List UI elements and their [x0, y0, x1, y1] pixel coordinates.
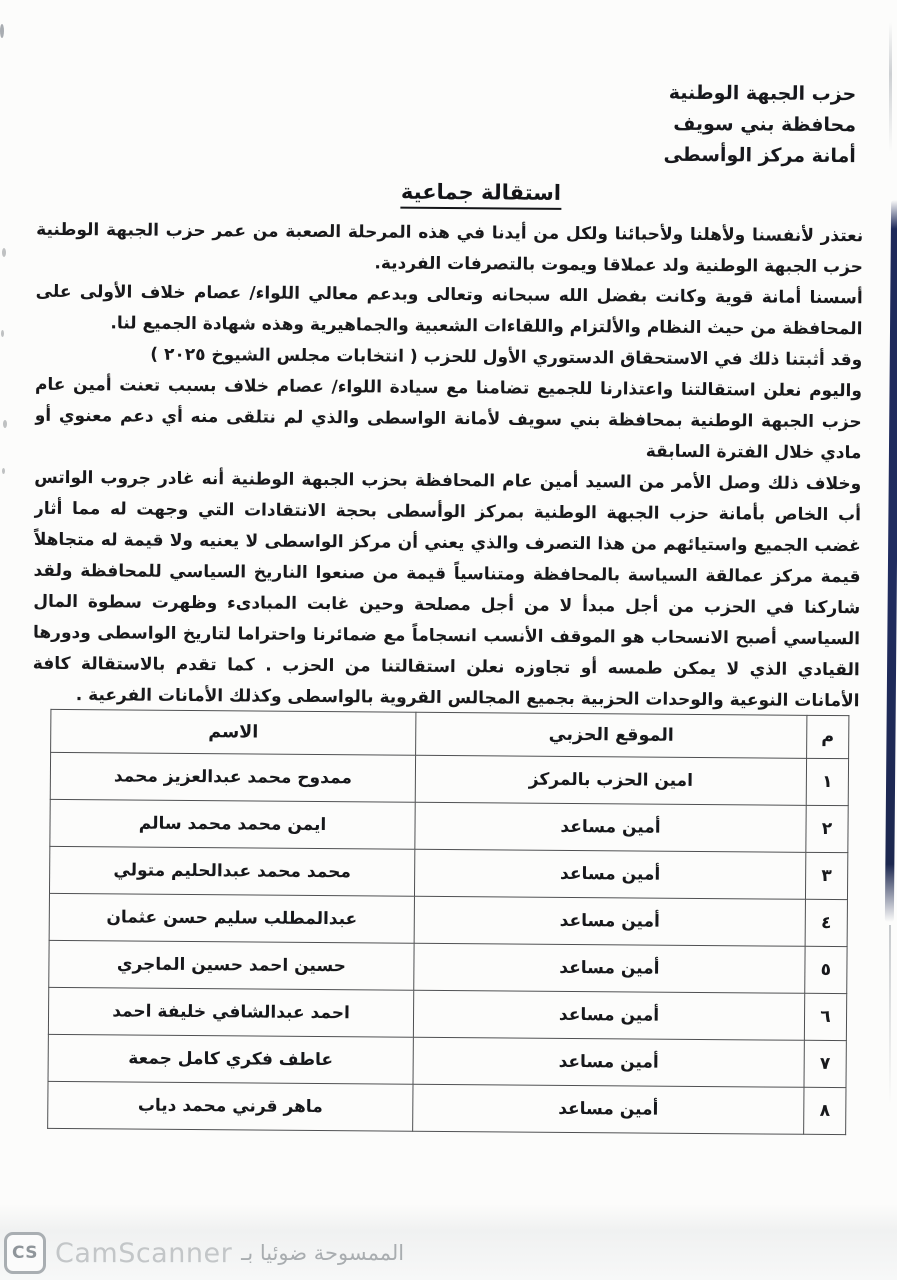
document-body [32, 215, 863, 717]
table-row [50, 752, 848, 805]
paragraph-reasons: وخلاف ذلك وصل الأمر من السيد أمين عام المحافظة بحزب الجبهة الوطنية أنه غادر جروب الواتس أب الخاص بأمانة حزب الجبهة الوطنية بمركز الوأسطى بحجة الانتقادات التي وجهت له مما أثار غضب الجميع واستيائهم من هذا التصرف والذي يعني أن مركز الواسطى لا يعنيه ولا قيمة له متجاهلاً قيمة مركز عمالقة السياسة بالمحافظة ومتناسياً قيمة من صنعوا الناريخ السياسي للمحافظة ولقد شاركنا في الحزب من أجل مبدأ لا من أجل مصلحة وحين غابت المبادىء وظهرت سطوة المال السياسي أصبح الانسحاب هو الموقف الأنسب انسجاماً مع ضمائرنا واحتراما لتاريخ الواسطى ودورها القيادي الذي لا يمكن طمسه أو تجاوزه نعلن استقالتنا من الحزب . كما تقدم بالاستقالة كافة الأمانات النوعية والوحدات الحزبية بجميع المجالس القروية بالواسطى وكذلك الأمانات الفرعية . [32, 467, 862, 712]
cell-name: حسين احمد حسين الماجري [49, 940, 414, 990]
cell-number: ٦ [804, 993, 846, 1040]
cell-number: ٥ [805, 946, 847, 993]
table-row [49, 846, 847, 899]
table-row [49, 893, 847, 946]
table-row [49, 940, 847, 993]
cell-name: عاطف فكري كامل جمعة [48, 1034, 413, 1084]
header-cell-number: م [807, 715, 849, 758]
cell-name: ماهر قرني محمد دياب [48, 1081, 413, 1131]
cell-position: أمين مساعد [414, 943, 805, 993]
table-row [48, 987, 846, 1040]
cell-position: أمين مساعد [413, 1037, 804, 1087]
scan-speck [2, 468, 5, 474]
resignation-table [47, 709, 849, 1135]
cell-name: محمد محمد عبدالحليم متولي [49, 846, 414, 896]
letterhead-governorate: محافظة بني سويف [673, 112, 857, 137]
cell-position: أمين مساعد [413, 1084, 804, 1134]
table-body [48, 752, 849, 1134]
cell-number: ٤ [805, 899, 847, 946]
scan-edge-smudge-bottom [889, 925, 891, 1105]
cell-position: أمين مساعد [413, 990, 804, 1040]
table-row [50, 799, 848, 852]
scan-speck [0, 24, 4, 38]
paragraph-elections: وقد أثبتنا ذلك في الاستحقاق الدستوري الأول للحزب ( انتخابات مجلس الشيوخ ٢٠٢٥ ) [150, 344, 863, 371]
header-cell-position: الموقع الحزبي [416, 712, 807, 758]
document-title-wrap [62, 177, 897, 213]
cell-position: امين الحزب بالمركز [415, 755, 806, 805]
paragraph-founding: أسسنا أمانة قوية وكانت بفضل الله سبحانه وتعالى وبدعم معالي اللواء/ عصام خلاف الأولى على المحافظة من حيث النظام والألتزام واللقاءات الشعبية والجماهيرية وهذه شهادة الجميع لنا. [35, 281, 863, 340]
camscanner-arabic-text: الممسوحة ضوئيا بـ [241, 1241, 405, 1265]
cell-position: أمين مساعد [415, 802, 806, 852]
cell-name: احمد عبدالشافي خليفة احمد [48, 987, 413, 1037]
cell-number: ٨ [804, 1087, 846, 1134]
cell-position: أمين مساعد [414, 849, 805, 899]
cell-name: ايمن محمد محمد سالم [50, 799, 415, 849]
cell-position: أمين مساعد [414, 896, 805, 946]
table-row [48, 1081, 846, 1134]
cell-number: ١ [806, 758, 848, 805]
letterhead-party-name: حزب الجبهة الوطنية [668, 81, 857, 106]
table-header-row [51, 709, 849, 758]
cell-number: ٧ [804, 1040, 846, 1087]
scan-edge-smudge-top [889, 22, 892, 152]
camscanner-logo-icon: CS [4, 1232, 46, 1274]
table-row [48, 1034, 846, 1087]
camscanner-brand-text: CamScanner [55, 1237, 233, 1269]
cell-name: ممدوح محمد عبدالعزيز محمد [50, 752, 415, 802]
cell-number: ٣ [805, 852, 847, 899]
scan-speck [3, 420, 7, 428]
paragraph-apology: نعتذر لأنفسنا ولأهلنا ولأحبائنا ولكل من أيدنا في هذه المرحلة الصعبة من عمر حزب الجبهة الوطنية حزب الجبهة الوطنية ولد عملاقا ويموت بالتصرفات الفردية. [36, 219, 864, 278]
paragraph-resignation-announcement: واليوم نعلن استقالتنا واعتذارنا للجميع تضامنا مع سيادة اللواء/ عصام خلاف بسبب تعنت أمين عام حزب الجبهة الوطنية بمحافظة بني سويف لأمانة الواسطى والذي لم نتلقى منه أي دعم معنوي أو مادي خلال الفترة السابقة [34, 374, 863, 464]
cell-number: ٢ [806, 805, 848, 852]
scan-speck [1, 330, 4, 337]
cell-name: عبدالمطلب سليم حسن عثمان [49, 893, 414, 943]
letterhead-secretariat: أمانة مركز الوأسطى [663, 143, 856, 168]
letterhead [663, 78, 856, 173]
table-head [51, 709, 849, 758]
document-title: استقالة جماعية [401, 180, 561, 210]
camscanner-watermark [4, 1232, 404, 1274]
header-cell-name: الاسم [51, 709, 416, 755]
scan-speck [2, 248, 6, 257]
